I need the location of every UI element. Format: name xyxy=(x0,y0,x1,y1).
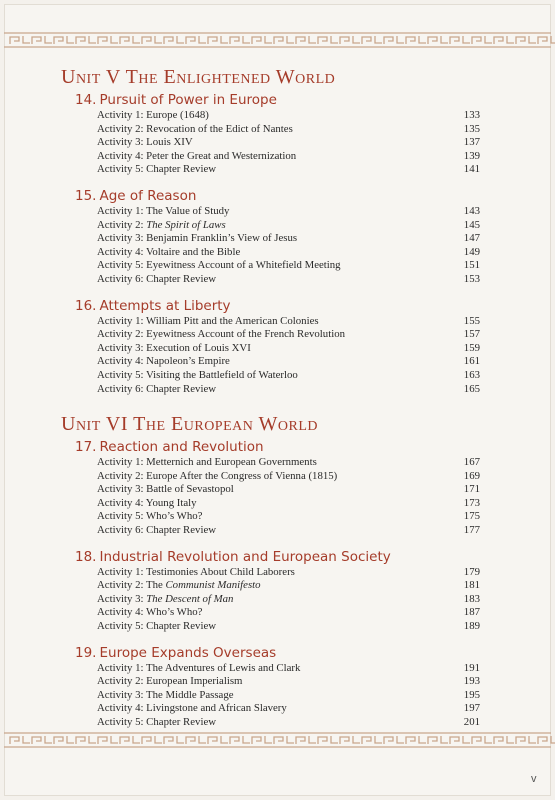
meander-motif xyxy=(538,36,555,44)
chapter-title: Reaction and Revolution xyxy=(99,439,264,456)
page-ref: 169 xyxy=(463,469,480,482)
activity-title xyxy=(97,205,229,219)
activity-entry[interactable] xyxy=(97,163,480,177)
meander-motif xyxy=(164,736,184,744)
chapter-section xyxy=(75,548,481,634)
page-ref: 153 xyxy=(463,272,480,285)
activity-label: Activity 3: The Middle Passage xyxy=(97,688,234,701)
activity-entry[interactable] xyxy=(97,716,480,730)
page-ref: 191 xyxy=(463,661,480,674)
activity-label: Activity 3: xyxy=(97,592,147,605)
chapter-heading[interactable] xyxy=(75,297,481,315)
meander-motif xyxy=(186,736,206,744)
activity-label: Activity 2: Revocation of the Edict of Nantes xyxy=(97,122,293,135)
activity-italic-title: The Spirit of Laws xyxy=(146,218,226,231)
activity-entry[interactable] xyxy=(97,620,480,634)
activity-label: Activity 2: xyxy=(97,218,147,231)
activity-title xyxy=(97,136,193,150)
activity-label: Activity 6: Chapter Review xyxy=(97,524,217,537)
activity-label: Activity 1: The Value of Study xyxy=(97,204,230,217)
activity-label: Activity 3: Louis XIV xyxy=(97,136,193,149)
page-ref: 189 xyxy=(463,620,480,633)
meander-motif xyxy=(54,36,74,44)
page-ref: 157 xyxy=(463,328,480,341)
page-ref: 161 xyxy=(463,355,480,368)
activity-list xyxy=(97,205,480,287)
chapter-heading[interactable] xyxy=(75,548,481,566)
activity-entry[interactable] xyxy=(97,606,480,620)
page-ref: 163 xyxy=(463,368,480,381)
activity-entry[interactable] xyxy=(97,456,480,470)
meander-motif xyxy=(230,36,250,44)
meander-motif xyxy=(406,36,426,44)
chapter-section xyxy=(75,438,481,538)
meander-motif xyxy=(164,36,184,44)
activity-label: Activity 1: William Pitt and the American Colonies xyxy=(97,314,319,327)
activity-italic-title: Communist Manifesto xyxy=(165,579,261,592)
activity-entry[interactable] xyxy=(97,566,480,580)
chapter-heading[interactable] xyxy=(75,91,481,109)
unit-label: Unit V xyxy=(61,66,121,88)
meander-motif xyxy=(120,736,140,744)
chapter-section xyxy=(75,644,481,730)
unit-section xyxy=(61,65,481,396)
page-ref: 175 xyxy=(463,510,480,523)
page-ref: 133 xyxy=(463,109,480,121)
activity-entry[interactable] xyxy=(97,662,480,676)
page-ref: 155 xyxy=(463,314,480,327)
activity-entry[interactable] xyxy=(97,369,480,383)
page-ref: 171 xyxy=(463,483,480,496)
activity-title xyxy=(97,524,216,538)
activity-entry[interactable] xyxy=(97,497,480,511)
activity-title xyxy=(97,593,233,607)
activity-entry[interactable] xyxy=(97,273,480,287)
meander-motif xyxy=(472,736,492,744)
activity-list xyxy=(97,315,480,397)
activity-entry[interactable] xyxy=(97,510,480,524)
meander-motif xyxy=(428,36,448,44)
meander-motif xyxy=(142,36,162,44)
page-ref: 177 xyxy=(463,524,480,537)
activity-label: Activity 5: Chapter Review xyxy=(97,163,217,176)
activity-entry[interactable] xyxy=(97,219,480,233)
meander-motif xyxy=(142,736,162,744)
activity-label: Activity 4: Peter the Great and Westernization xyxy=(97,149,297,162)
meander-motif xyxy=(208,736,228,744)
activity-label: Activity 3: Execution of Louis XVI xyxy=(97,341,251,354)
chapter-number: 16. xyxy=(75,297,97,314)
activity-label: Activity 1: The Adventures of Lewis and Clark xyxy=(97,661,301,674)
page-ref: 145 xyxy=(463,218,480,231)
meander-motif xyxy=(252,736,272,744)
activity-label: Activity 2: European Imperialism xyxy=(97,675,243,688)
activity-entry[interactable] xyxy=(97,675,480,689)
activity-label: Activity 3: Benjamin Franklin’s View of Jesus xyxy=(97,232,298,245)
activity-entry[interactable] xyxy=(97,524,480,538)
activity-entry[interactable] xyxy=(97,470,480,484)
meander-motif xyxy=(450,736,470,744)
page-ref: 179 xyxy=(463,565,480,578)
activity-title xyxy=(97,483,234,497)
chapter-title: Europe Expands Overseas xyxy=(99,644,277,661)
chapter-section xyxy=(75,297,481,397)
activity-list xyxy=(97,662,480,730)
unit-section xyxy=(61,412,481,730)
activity-title xyxy=(97,456,317,470)
activity-title xyxy=(97,470,337,484)
activity-title xyxy=(97,163,216,177)
unit-heading xyxy=(61,412,481,436)
meander-motif xyxy=(186,36,206,44)
activity-title xyxy=(97,150,296,164)
chapter-title: Age of Reason xyxy=(99,187,197,204)
meander-motif xyxy=(10,736,30,744)
unit-heading xyxy=(61,65,481,89)
activity-italic-title: The Descent of Man xyxy=(146,592,234,605)
page-ref: 181 xyxy=(463,579,480,592)
page-ref: 151 xyxy=(463,259,480,272)
activity-entry[interactable] xyxy=(97,246,480,260)
unit-title: The European World xyxy=(133,413,318,436)
meander-motif xyxy=(318,736,338,744)
meander-motif xyxy=(274,736,294,744)
meander-motif xyxy=(32,736,52,744)
activity-label: Activity 2: Europe After the Congress of Vienna (1815) xyxy=(97,469,338,482)
meander-motif xyxy=(340,36,360,44)
activity-title xyxy=(97,702,287,716)
page-ref: 147 xyxy=(463,232,480,245)
meander-motif xyxy=(406,736,426,744)
meander-motif xyxy=(76,736,96,744)
decorative-border-bottom xyxy=(0,730,555,750)
page-ref: 167 xyxy=(463,456,480,469)
meander-motif xyxy=(98,36,118,44)
activity-title xyxy=(97,123,293,137)
page-ref: 173 xyxy=(463,496,480,509)
activity-title xyxy=(97,689,234,703)
meander-motif xyxy=(384,36,404,44)
activity-title xyxy=(97,510,202,524)
activity-title xyxy=(97,675,242,689)
meander-motif xyxy=(516,36,536,44)
activity-label: Activity 3: Battle of Sevastopol xyxy=(97,483,234,496)
activity-title xyxy=(97,232,297,246)
activity-entry[interactable] xyxy=(97,232,480,246)
page-ref: 197 xyxy=(463,702,480,715)
activity-title xyxy=(97,219,226,233)
activity-entry[interactable] xyxy=(97,483,480,497)
activity-title xyxy=(97,566,295,580)
chapter-number: 17. xyxy=(75,439,97,456)
activity-title xyxy=(97,246,240,260)
activity-label: Activity 5: Eyewitness Account of a Whitefield Meeting xyxy=(97,259,341,272)
activity-title xyxy=(97,383,216,397)
chapter-number: 14. xyxy=(75,92,97,108)
meander-motif xyxy=(472,36,492,44)
page-ref: 149 xyxy=(463,245,480,258)
activity-title xyxy=(97,579,261,593)
activity-label: Activity 4: Who’s Who? xyxy=(97,606,203,619)
meander-motif xyxy=(362,736,382,744)
page-ref: 139 xyxy=(463,149,480,162)
page-ref: 159 xyxy=(463,341,480,354)
meander-motif xyxy=(76,36,96,44)
activity-entry[interactable] xyxy=(97,259,480,273)
meander-motif xyxy=(274,36,294,44)
activity-label: Activity 6: Chapter Review xyxy=(97,272,217,285)
activity-entry[interactable] xyxy=(97,150,480,164)
activity-entry[interactable] xyxy=(97,123,480,137)
meander-motif xyxy=(538,736,555,744)
activity-title xyxy=(97,109,209,123)
meander-motif xyxy=(208,36,228,44)
page-ref: 141 xyxy=(463,163,480,176)
page-ref: 137 xyxy=(463,136,480,149)
meander-motif xyxy=(296,36,316,44)
activity-title xyxy=(97,315,319,329)
unit-label: Unit VI xyxy=(61,413,129,436)
chapter-heading[interactable] xyxy=(75,187,481,205)
activity-title xyxy=(97,606,202,620)
activity-title xyxy=(97,259,341,273)
activity-title xyxy=(97,328,345,342)
page-ref: 183 xyxy=(463,592,480,605)
meander-motif xyxy=(494,736,514,744)
activity-list xyxy=(97,456,480,538)
page-ref: 201 xyxy=(463,716,480,728)
activity-label: Activity 1: Europe (1648) xyxy=(97,109,209,121)
page-ref: 187 xyxy=(463,606,480,619)
activity-label: Activity 1: Testimonies About Child Laborers xyxy=(97,565,295,578)
activity-label: Activity 6: Chapter Review xyxy=(97,382,217,395)
chapter-heading[interactable] xyxy=(75,644,481,662)
activity-entry[interactable] xyxy=(97,579,480,593)
activity-label: Activity 4: Voltaire and the Bible xyxy=(97,245,241,258)
meander-motif xyxy=(362,36,382,44)
activity-title xyxy=(97,620,216,634)
page-ref: 193 xyxy=(463,675,480,688)
activity-title xyxy=(97,355,230,369)
meander-motif xyxy=(428,736,448,744)
activity-label: Activity 5: Chapter Review xyxy=(97,620,217,633)
chapter-section xyxy=(75,91,481,177)
chapter-number: 19. xyxy=(75,644,97,661)
activity-entry[interactable] xyxy=(97,689,480,703)
meander-motif xyxy=(120,36,140,44)
activity-label: Activity 1: Metternich and European Governments xyxy=(97,456,317,469)
activity-list xyxy=(97,109,480,177)
meander-motif xyxy=(516,736,536,744)
activity-entry[interactable] xyxy=(97,205,480,219)
activity-list xyxy=(97,566,480,634)
page-ref: 165 xyxy=(463,382,480,395)
meander-motif xyxy=(252,36,272,44)
activity-entry[interactable] xyxy=(97,109,480,123)
page-ref: 135 xyxy=(463,122,480,135)
meander-motif xyxy=(10,36,30,44)
activity-title xyxy=(97,273,216,287)
activity-entry[interactable] xyxy=(97,136,480,150)
activity-title xyxy=(97,369,298,383)
meander-motif xyxy=(384,736,404,744)
activity-entry[interactable] xyxy=(97,702,480,716)
activity-title xyxy=(97,662,300,676)
chapter-title: Pursuit of Power in Europe xyxy=(99,92,277,108)
activity-label: Activity 5: Who’s Who? xyxy=(97,510,203,523)
activity-entry[interactable] xyxy=(97,355,480,369)
activity-label: Activity 4: Young Italy xyxy=(97,496,197,509)
activity-entry[interactable] xyxy=(97,315,480,329)
activity-label: Activity 5: Chapter Review xyxy=(97,716,217,728)
chapter-section xyxy=(75,187,481,287)
activity-label: Activity 2: Eyewitness Account of the French Revolution xyxy=(97,328,345,341)
activity-entry[interactable] xyxy=(97,593,480,607)
meander-motif xyxy=(340,736,360,744)
meander-motif xyxy=(494,36,514,44)
activity-label: Activity 2: The xyxy=(97,579,166,592)
decorative-border-top xyxy=(0,30,555,50)
activity-entry[interactable] xyxy=(97,383,480,397)
chapter-number: 18. xyxy=(75,548,97,565)
meander-motif xyxy=(98,736,118,744)
meander-motif xyxy=(296,736,316,744)
activity-title xyxy=(97,497,197,511)
chapter-heading[interactable] xyxy=(75,438,481,456)
chapter-title: Industrial Revolution and European Society xyxy=(99,548,391,565)
activity-label: Activity 5: Visiting the Battlefield of Waterloo xyxy=(97,368,298,381)
activity-label: Activity 4: Napoleon’s Empire xyxy=(97,355,230,368)
activity-title xyxy=(97,342,251,356)
activity-entry[interactable] xyxy=(97,328,480,342)
meander-motif xyxy=(32,36,52,44)
meander-motif xyxy=(450,36,470,44)
page-number: v xyxy=(531,773,537,785)
table-of-contents xyxy=(61,65,481,730)
meander-motif xyxy=(318,36,338,44)
meander-motif xyxy=(230,736,250,744)
page-ref: 143 xyxy=(463,204,480,217)
meander-motif xyxy=(54,736,74,744)
page-ref: 195 xyxy=(463,688,480,701)
activity-label: Activity 4: Livingstone and African Slavery xyxy=(97,702,287,715)
activity-title xyxy=(97,716,216,730)
unit-title: The Enlightened World xyxy=(125,66,336,88)
activity-entry[interactable] xyxy=(97,342,480,356)
chapter-number: 15. xyxy=(75,187,97,204)
chapter-title: Attempts at Liberty xyxy=(99,297,231,314)
